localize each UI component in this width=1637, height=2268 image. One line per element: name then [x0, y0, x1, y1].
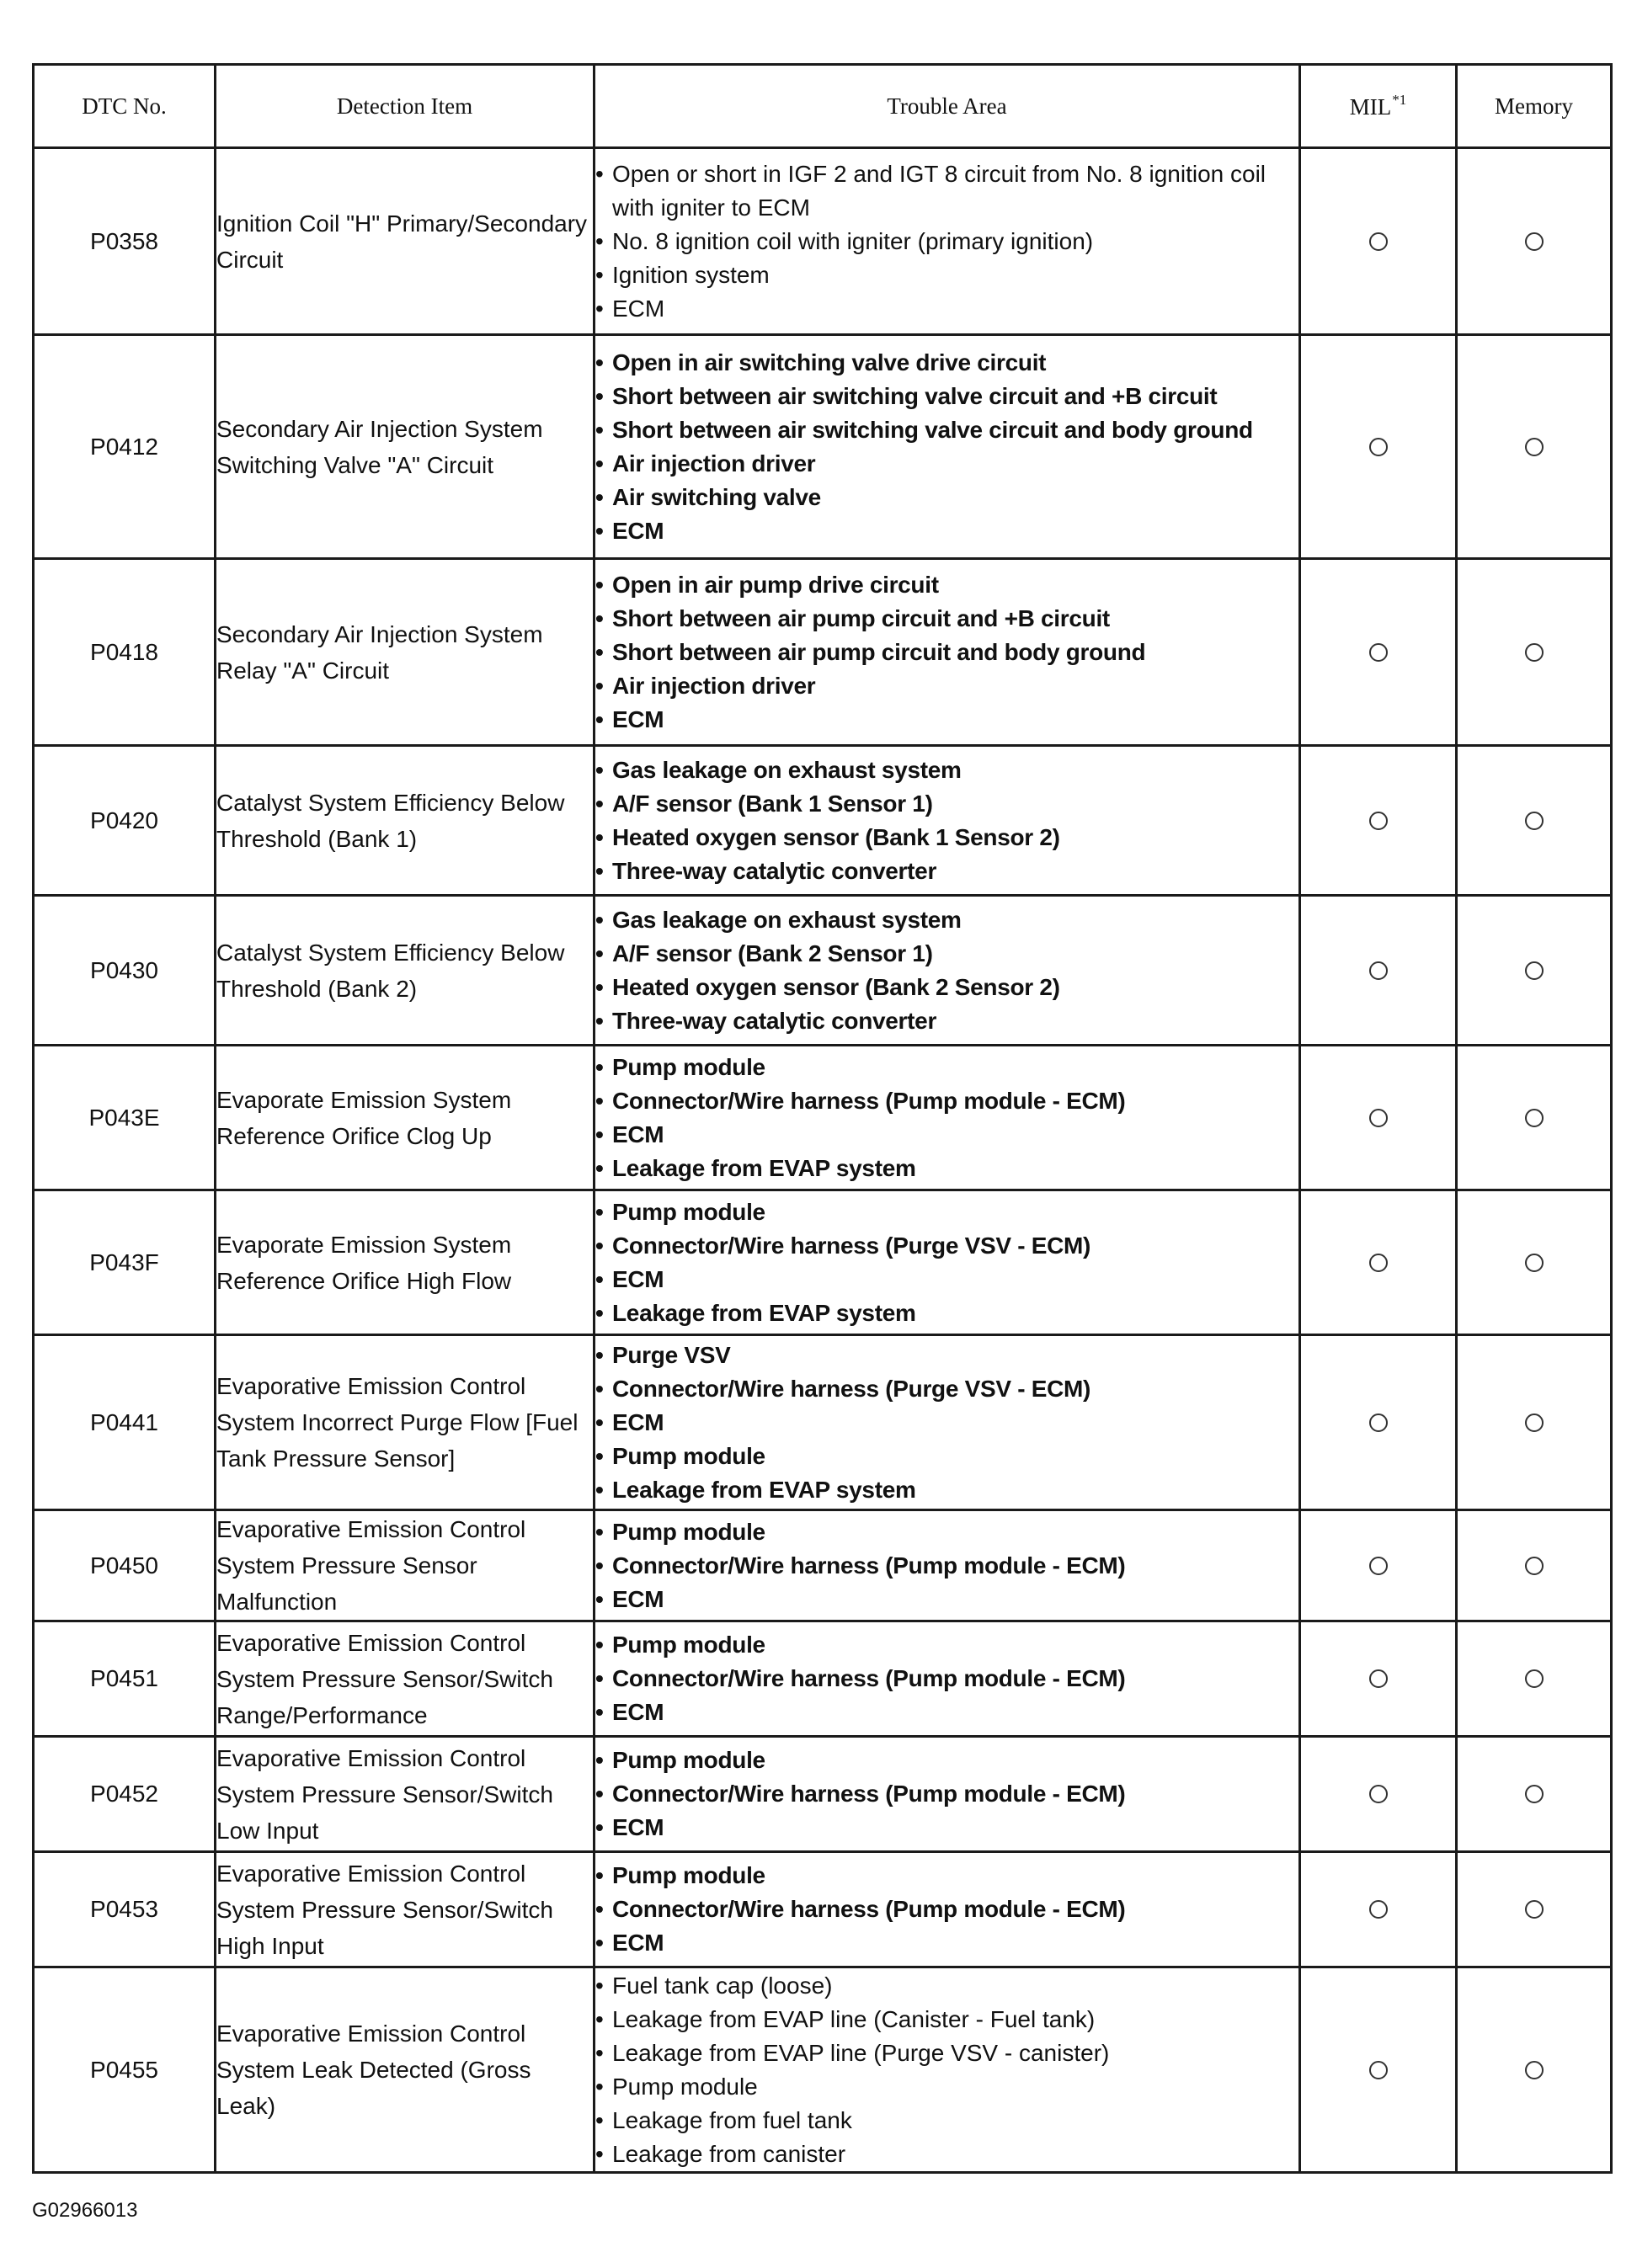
table-row: [34, 1510, 1612, 1621]
trouble-area-cell: [595, 335, 1300, 559]
mil-circle-icon: [1369, 1785, 1388, 1803]
trouble-area-item: • Connector/Wire harness (Pump module - ECM): [595, 1777, 1298, 1811]
trouble-area-item: • Connector/Wire harness (Purge VSV - ECM): [595, 1229, 1298, 1263]
trouble-area-list: [595, 1969, 1298, 2171]
detection-item-cell: Secondary Air Injection System Relay "A" Circuit: [216, 559, 595, 746]
trouble-area-item: • Purge VSV: [595, 1339, 1298, 1372]
trouble-area-item: • Fuel tank cap (loose): [595, 1969, 1298, 2003]
memory-cell: [1457, 148, 1612, 335]
table-row: [34, 1852, 1612, 1967]
header-detection-item: Detection Item: [216, 65, 595, 148]
trouble-area-item: • A/F sensor (Bank 1 Sensor 1): [595, 787, 1298, 821]
mil-cell: [1300, 1510, 1457, 1621]
trouble-area-item: • Heated oxygen sensor (Bank 2 Sensor 2): [595, 971, 1298, 1004]
detection-item-cell: Evaporate Emission System Reference Orifice Clog Up: [216, 1046, 595, 1190]
memory-circle-icon: [1525, 812, 1544, 830]
trouble-area-item: • Pump module: [595, 2070, 1298, 2104]
trouble-area-item: • Air injection driver: [595, 669, 1298, 703]
trouble-area-list: [595, 753, 1298, 888]
table-row: [34, 1190, 1612, 1335]
memory-cell: [1457, 1335, 1612, 1510]
trouble-area-list: [595, 1051, 1298, 1185]
memory-cell: [1457, 1852, 1612, 1967]
trouble-area-cell: [595, 1621, 1300, 1737]
memory-cell: [1457, 1967, 1612, 2173]
mil-circle-icon: [1369, 1900, 1388, 1919]
trouble-area-item: • Leakage from EVAP system: [595, 1296, 1298, 1330]
memory-cell: [1457, 746, 1612, 896]
trouble-area-list: [595, 568, 1298, 737]
trouble-area-item: • Leakage from EVAP system: [595, 1152, 1298, 1185]
mil-cell: [1300, 1046, 1457, 1190]
trouble-area-item: • ECM: [595, 1583, 1298, 1616]
dtc-code-cell: P0455: [34, 1967, 216, 2173]
trouble-area-item: • Short between air pump circuit and +B circuit: [595, 602, 1298, 636]
mil-cell: [1300, 1967, 1457, 2173]
memory-circle-icon: [1525, 1109, 1544, 1127]
trouble-area-cell: [595, 1852, 1300, 1967]
mil-circle-icon: [1369, 2061, 1388, 2079]
mil-cell: [1300, 1852, 1457, 1967]
trouble-area-cell: [595, 1335, 1300, 1510]
mil-cell: [1300, 1190, 1457, 1335]
trouble-area-item: • Connector/Wire harness (Pump module - ECM): [595, 1893, 1298, 1926]
mil-circle-icon: [1369, 812, 1388, 830]
trouble-area-item: • Short between air pump circuit and body ground: [595, 636, 1298, 669]
trouble-area-item: • ECM: [595, 292, 1298, 326]
table-row: [34, 1046, 1612, 1190]
mil-circle-icon: [1369, 1254, 1388, 1272]
memory-circle-icon: [1525, 643, 1544, 662]
trouble-area-item: • Leakage from EVAP system: [595, 1473, 1298, 1507]
trouble-area-cell: [595, 1046, 1300, 1190]
trouble-area-list: [595, 1515, 1298, 1616]
memory-circle-icon: [1525, 1557, 1544, 1575]
trouble-area-item: • Pump module: [595, 1628, 1298, 1662]
mil-cell: [1300, 746, 1457, 896]
trouble-area-list: [595, 1744, 1298, 1845]
trouble-area-item: • Pump module: [595, 1051, 1298, 1084]
trouble-area-cell: [595, 1510, 1300, 1621]
trouble-area-item: • Pump module: [595, 1744, 1298, 1777]
trouble-area-item: • Gas leakage on exhaust system: [595, 753, 1298, 787]
trouble-area-item: • ECM: [595, 514, 1298, 548]
table-row: [34, 746, 1612, 896]
trouble-area-item: • Three-way catalytic converter: [595, 854, 1298, 888]
trouble-area-item: • Three-way catalytic converter: [595, 1004, 1298, 1038]
detection-item-cell: Ignition Coil "H" Primary/Secondary Circuit: [216, 148, 595, 335]
dtc-code-cell: P0452: [34, 1737, 216, 1852]
table-header-row: [34, 65, 1612, 148]
header-dtc-no: DTC No.: [34, 65, 216, 148]
trouble-area-item: • Ignition system: [595, 258, 1298, 292]
trouble-area-item: • Pump module: [595, 1859, 1298, 1893]
dtc-table-container: [32, 63, 1610, 2174]
trouble-area-list: [595, 157, 1298, 326]
memory-cell: [1457, 1046, 1612, 1190]
header-mil-label: MIL: [1349, 94, 1392, 120]
trouble-area-item: • Open in air pump drive circuit: [595, 568, 1298, 602]
memory-cell: [1457, 1737, 1612, 1852]
dtc-code-cell: P0412: [34, 335, 216, 559]
memory-circle-icon: [1525, 961, 1544, 980]
table-row: [34, 1967, 1612, 2173]
trouble-area-item: • Leakage from fuel tank: [595, 2104, 1298, 2138]
table-row: [34, 1621, 1612, 1737]
memory-cell: [1457, 559, 1612, 746]
memory-circle-icon: [1525, 1414, 1544, 1432]
header-memory: Memory: [1457, 65, 1612, 148]
trouble-area-item: • Open or short in IGF 2 and IGT 8 circuit from No. 8 ignition coil with igniter to ECM: [595, 157, 1298, 225]
table-row: [34, 148, 1612, 335]
header-mil: [1300, 65, 1457, 148]
trouble-area-item: • Connector/Wire harness (Pump module - ECM): [595, 1084, 1298, 1118]
dtc-code-cell: P0420: [34, 746, 216, 896]
mil-cell: [1300, 896, 1457, 1046]
trouble-area-cell: [595, 1737, 1300, 1852]
detection-item-cell: Evaporative Emission Control System Pressure Sensor/Switch High Input: [216, 1852, 595, 1967]
table-body: [34, 148, 1612, 2173]
memory-cell: [1457, 896, 1612, 1046]
trouble-area-item: • A/F sensor (Bank 2 Sensor 1): [595, 937, 1298, 971]
trouble-area-cell: [595, 1190, 1300, 1335]
dtc-code-cell: P0453: [34, 1852, 216, 1967]
trouble-area-cell: [595, 746, 1300, 896]
memory-circle-icon: [1525, 2061, 1544, 2079]
memory-circle-icon: [1525, 232, 1544, 251]
header-mil-footnote: *1: [1392, 92, 1407, 108]
detection-item-cell: Evaporate Emission System Reference Orifice High Flow: [216, 1190, 595, 1335]
memory-cell: [1457, 1621, 1612, 1737]
mil-cell: [1300, 1335, 1457, 1510]
trouble-area-item: • Pump module: [595, 1515, 1298, 1549]
trouble-area-item: • Gas leakage on exhaust system: [595, 903, 1298, 937]
table-row: [34, 559, 1612, 746]
trouble-area-item: • Connector/Wire harness (Pump module - ECM): [595, 1549, 1298, 1583]
trouble-area-item: • Connector/Wire harness (Purge VSV - ECM): [595, 1372, 1298, 1406]
trouble-area-cell: [595, 896, 1300, 1046]
memory-circle-icon: [1525, 1254, 1544, 1272]
table-row: [34, 1335, 1612, 1510]
mil-cell: [1300, 1621, 1457, 1737]
memory-circle-icon: [1525, 1785, 1544, 1803]
memory-circle-icon: [1525, 1669, 1544, 1688]
detection-item-cell: Catalyst System Efficiency Below Threshold (Bank 1): [216, 746, 595, 896]
trouble-area-item: • Heated oxygen sensor (Bank 1 Sensor 2): [595, 821, 1298, 854]
detection-item-cell: Evaporative Emission Control System Pressure Sensor/Switch Range/Performance: [216, 1621, 595, 1737]
trouble-area-list: [595, 346, 1298, 548]
trouble-area-item: • Pump module: [595, 1195, 1298, 1229]
mil-cell: [1300, 1737, 1457, 1852]
trouble-area-item: • ECM: [595, 1926, 1298, 1960]
mil-circle-icon: [1369, 1669, 1388, 1688]
trouble-area-item: • ECM: [595, 1118, 1298, 1152]
mil-circle-icon: [1369, 1109, 1388, 1127]
dtc-table: [32, 63, 1613, 2174]
mil-cell: [1300, 335, 1457, 559]
trouble-area-item: • Pump module: [595, 1440, 1298, 1473]
trouble-area-cell: [595, 559, 1300, 746]
dtc-code-cell: P043E: [34, 1046, 216, 1190]
dtc-code-cell: P0430: [34, 896, 216, 1046]
detection-item-cell: Secondary Air Injection System Switching Valve "A" Circuit: [216, 335, 595, 559]
trouble-area-item: • Air switching valve: [595, 481, 1298, 514]
trouble-area-list: [595, 1628, 1298, 1729]
memory-circle-icon: [1525, 438, 1544, 456]
dtc-code-cell: P043F: [34, 1190, 216, 1335]
mil-circle-icon: [1369, 438, 1388, 456]
memory-circle-icon: [1525, 1900, 1544, 1919]
trouble-area-item: • Air injection driver: [595, 447, 1298, 481]
trouble-area-list: [595, 903, 1298, 1038]
memory-cell: [1457, 335, 1612, 559]
mil-circle-icon: [1369, 961, 1388, 980]
trouble-area-item: • Open in air switching valve drive circuit: [595, 346, 1298, 380]
header-trouble-area: Trouble Area: [595, 65, 1300, 148]
dtc-code-cell: P0451: [34, 1621, 216, 1737]
trouble-area-item: • ECM: [595, 703, 1298, 737]
table-row: [34, 896, 1612, 1046]
trouble-area-item: • Leakage from canister: [595, 2138, 1298, 2171]
memory-cell: [1457, 1510, 1612, 1621]
dtc-code-cell: P0450: [34, 1510, 216, 1621]
trouble-area-list: [595, 1339, 1298, 1507]
detection-item-cell: Evaporative Emission Control System Incorrect Purge Flow [Fuel Tank Pressure Sensor]: [216, 1335, 595, 1510]
mil-circle-icon: [1369, 232, 1388, 251]
trouble-area-item: • Short between air switching valve circuit and body ground: [595, 413, 1298, 447]
trouble-area-item: • ECM: [595, 1696, 1298, 1729]
memory-cell: [1457, 1190, 1612, 1335]
dtc-code-cell: P0441: [34, 1335, 216, 1510]
table-row: [34, 335, 1612, 559]
mil-cell: [1300, 559, 1457, 746]
trouble-area-item: • Connector/Wire harness (Pump module - ECM): [595, 1662, 1298, 1696]
trouble-area-item: • ECM: [595, 1811, 1298, 1845]
detection-item-cell: Evaporative Emission Control System Pressure Sensor Malfunction: [216, 1510, 595, 1621]
mil-circle-icon: [1369, 643, 1388, 662]
detection-item-cell: Catalyst System Efficiency Below Threshold (Bank 2): [216, 896, 595, 1046]
trouble-area-item: • Leakage from EVAP line (Purge VSV - canister): [595, 2036, 1298, 2070]
trouble-area-item: • Short between air switching valve circuit and +B circuit: [595, 380, 1298, 413]
trouble-area-item: • ECM: [595, 1263, 1298, 1296]
trouble-area-list: [595, 1195, 1298, 1330]
detection-item-cell: Evaporative Emission Control System Pressure Sensor/Switch Low Input: [216, 1737, 595, 1852]
mil-circle-icon: [1369, 1557, 1388, 1575]
trouble-area-cell: [595, 1967, 1300, 2173]
mil-cell: [1300, 148, 1457, 335]
trouble-area-cell: [595, 148, 1300, 335]
trouble-area-item: • ECM: [595, 1406, 1298, 1440]
dtc-code-cell: P0418: [34, 559, 216, 746]
trouble-area-list: [595, 1859, 1298, 1960]
trouble-area-item: • Leakage from EVAP line (Canister - Fuel tank): [595, 2003, 1298, 2036]
trouble-area-item: • No. 8 ignition coil with igniter (primary ignition): [595, 225, 1298, 258]
mil-circle-icon: [1369, 1414, 1388, 1432]
figure-code: G02966013: [32, 2199, 138, 2222]
table-row: [34, 1737, 1612, 1852]
dtc-code-cell: P0358: [34, 148, 216, 335]
detection-item-cell: Evaporative Emission Control System Leak Detected (Gross Leak): [216, 1967, 595, 2173]
